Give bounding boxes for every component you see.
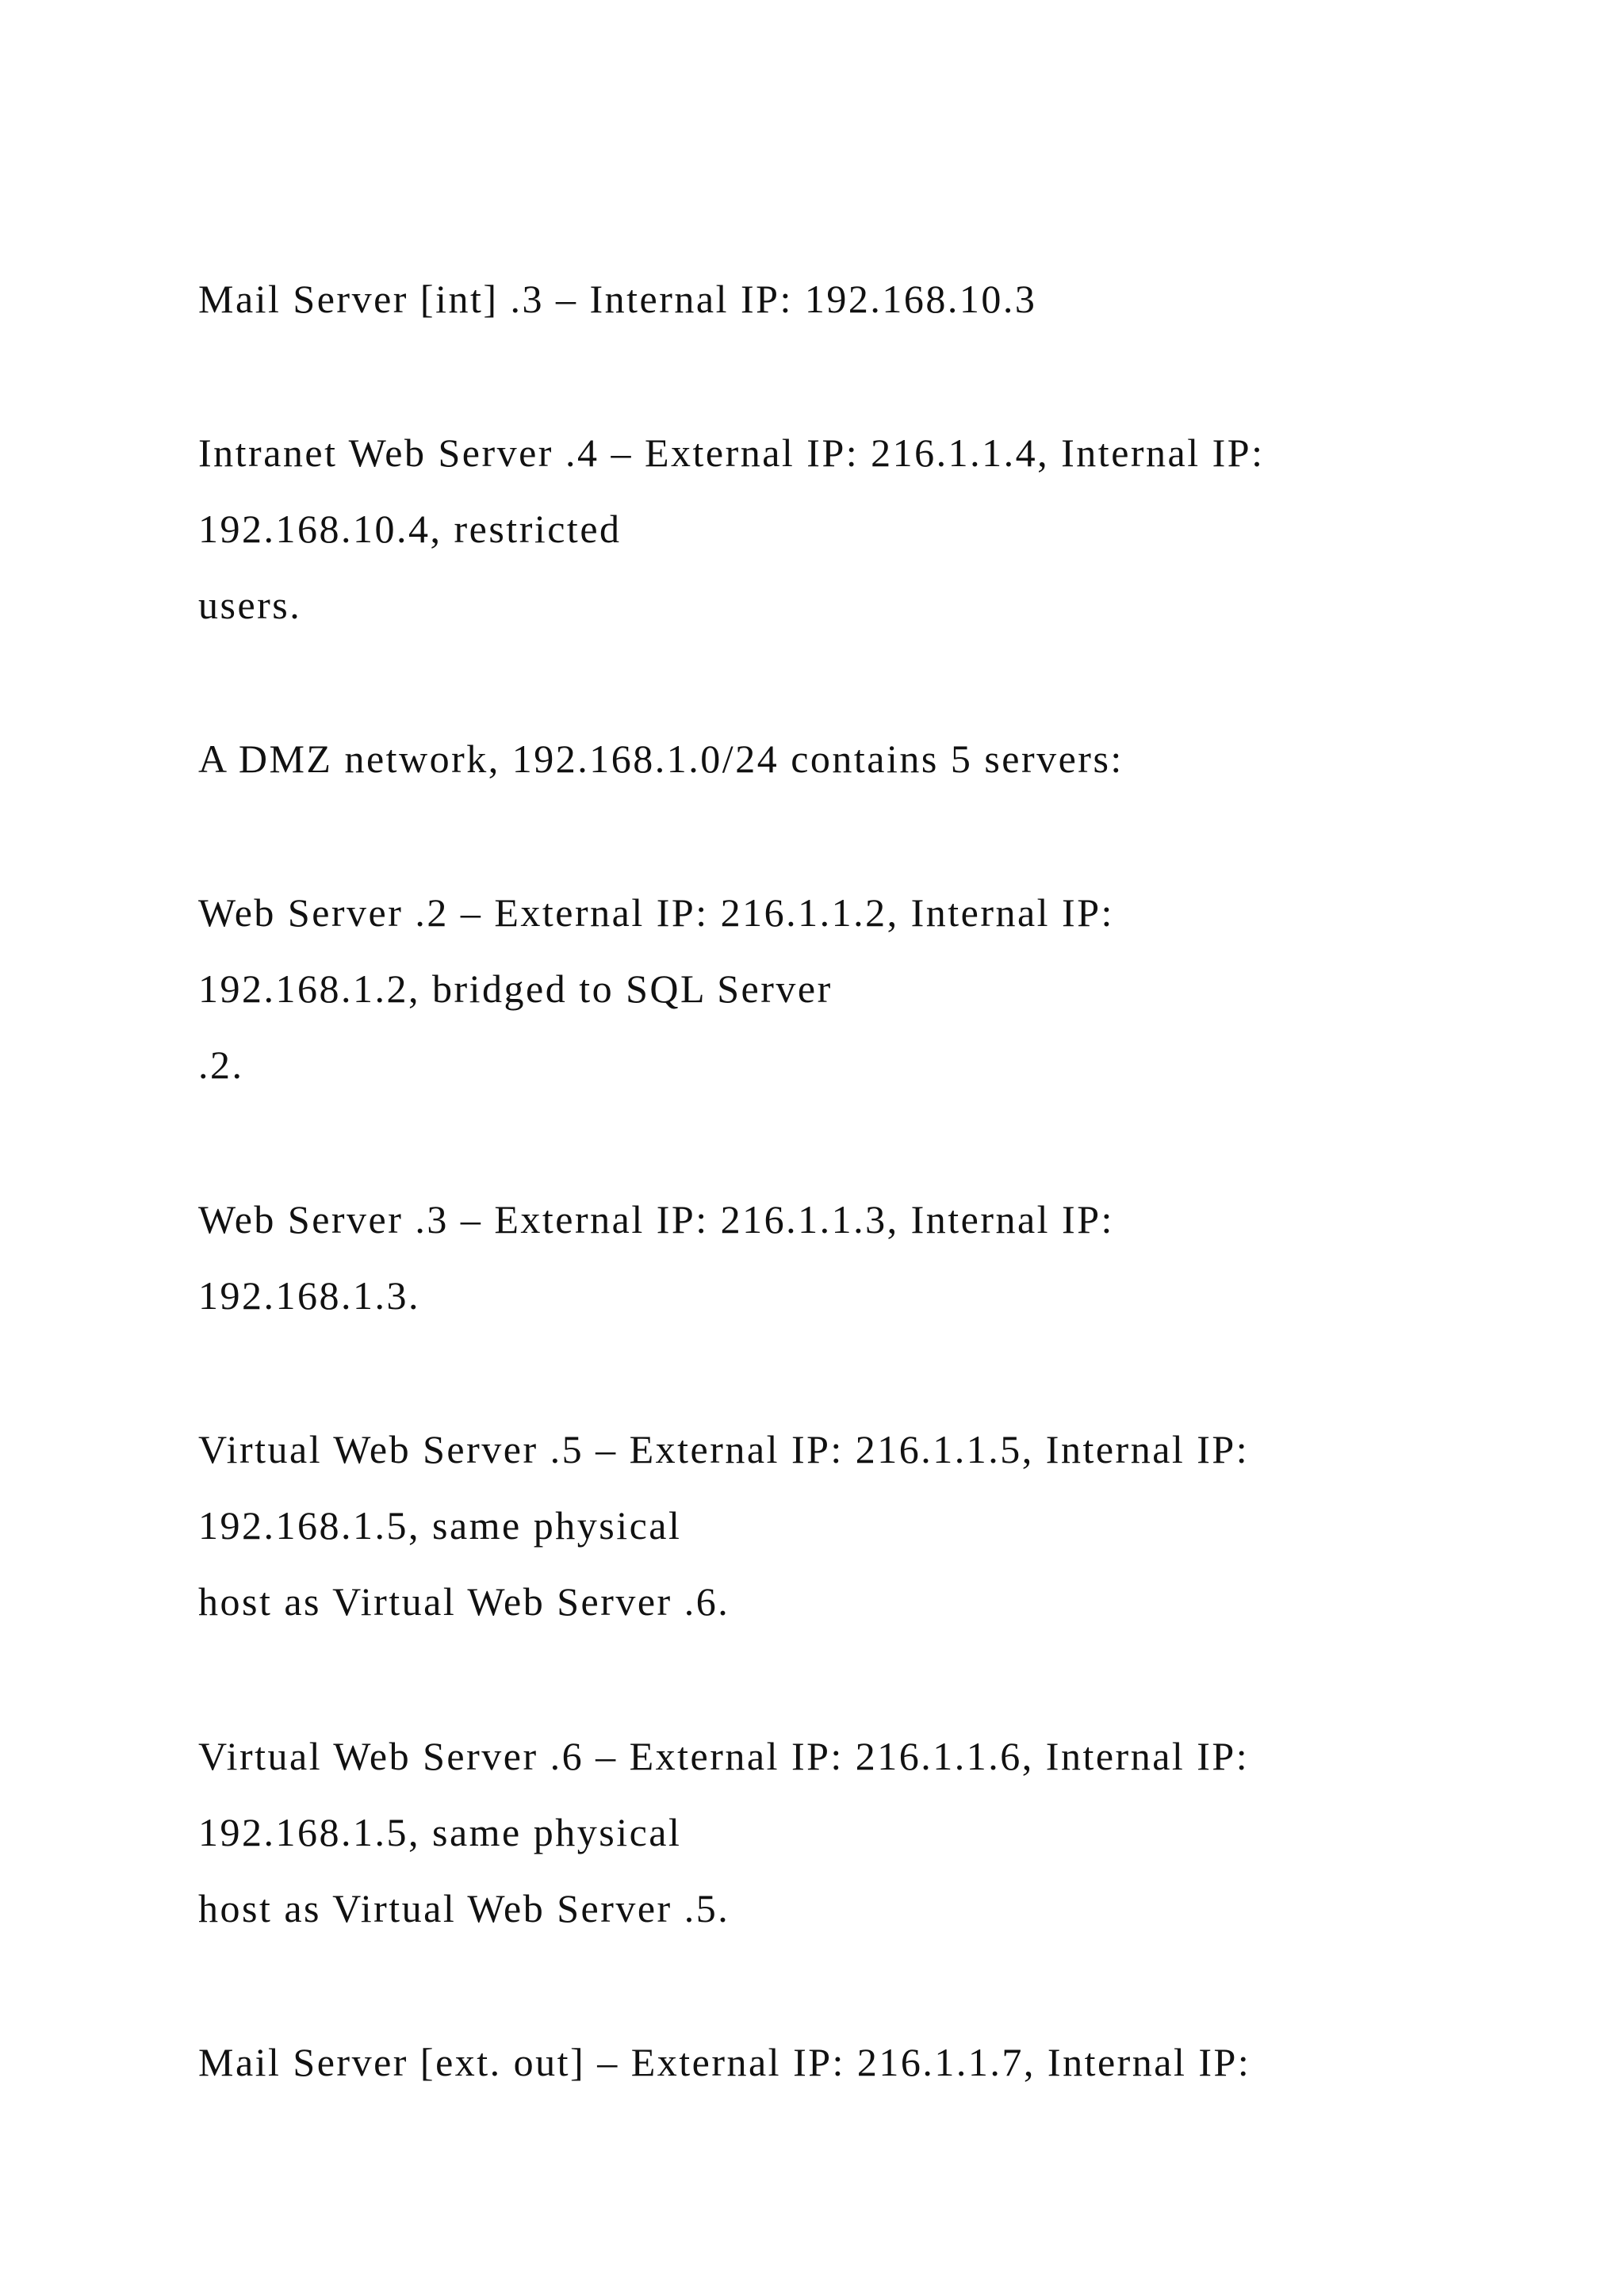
web-server-2-line-3: .2. <box>198 1043 244 1087</box>
mail-server-int-line: Mail Server [int] .3 – Internal IP: 192.168.10.3 <box>198 277 1037 321</box>
web-server-3-line-1: Web Server .3 – External IP: 216.1.1.3, Internal IP: <box>198 1197 1114 1242</box>
intranet-web-server-line-1: Intranet Web Server .4 – External IP: 216.1.1.4, Internal IP: <box>198 430 1265 475</box>
dmz-network-line: A DMZ network, 192.168.1.0/24 contains 5 servers: <box>198 737 1124 781</box>
virtual-web-server-6-line-3: host as Virtual Web Server .5. <box>198 1886 730 1931</box>
web-server-3-line-2: 192.168.1.3. <box>198 1273 420 1318</box>
virtual-web-server-6-line-2: 192.168.1.5, same physical <box>198 1810 682 1854</box>
intranet-web-server-line-3: users. <box>198 583 302 627</box>
intranet-web-server-line-2: 192.168.10.4, restricted <box>198 507 622 551</box>
virtual-web-server-6-line-1: Virtual Web Server .6 – External IP: 216.1.1.6, Internal IP: <box>198 1734 1250 1778</box>
virtual-web-server-5-line-3: host as Virtual Web Server .6. <box>198 1579 730 1624</box>
web-server-2-line-1: Web Server .2 – External IP: 216.1.1.2, Internal IP: <box>198 890 1114 935</box>
virtual-web-server-5-line-2: 192.168.1.5, same physical <box>198 1503 682 1548</box>
virtual-web-server-5-line-1: Virtual Web Server .5 – External IP: 216.1.1.5, Internal IP: <box>198 1427 1250 1471</box>
web-server-2-line-2: 192.168.1.2, bridged to SQL Server <box>198 966 833 1011</box>
mail-server-ext-out-line: Mail Server [ext. out] – External IP: 216.1.1.7, Internal IP: <box>198 2040 1251 2084</box>
